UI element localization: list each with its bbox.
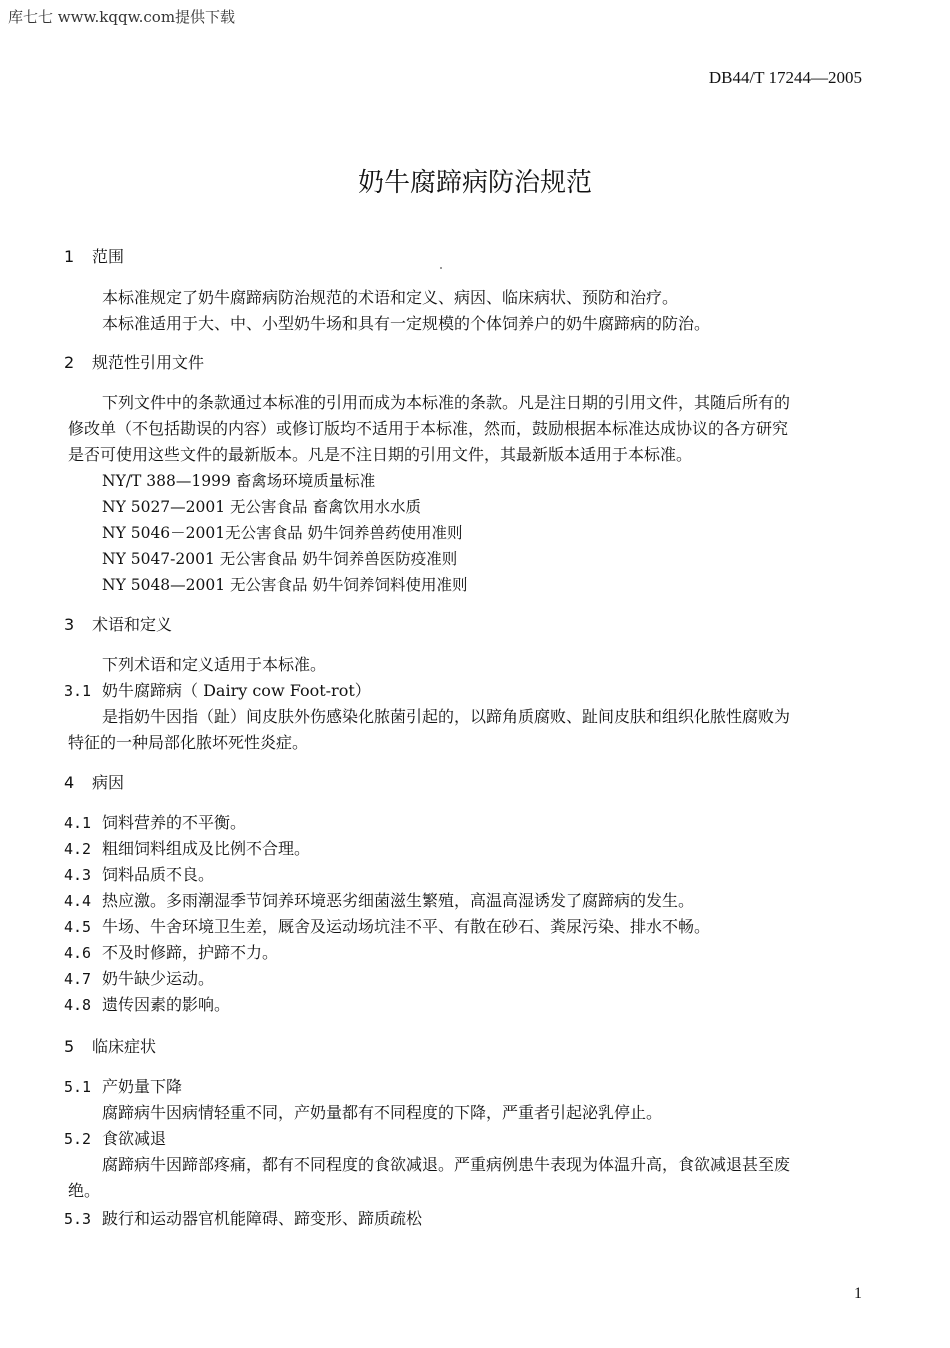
subsection-number: 5.3: [64, 1210, 92, 1228]
item-number: 4.8: [64, 996, 92, 1014]
subsection-number: 5.2: [64, 1130, 92, 1148]
document-number: DB44/T 17244—2005: [708, 68, 862, 87]
item-number: 4.7: [64, 970, 92, 988]
section-number: 2: [64, 353, 75, 372]
paragraph: 本标准规定了奶牛腐蹄病防治规范的术语和定义、病因、临床病状、预防和治疗。: [102, 288, 679, 307]
subsection-title: 跛行和运动器官机能障碍、蹄变形、蹄质疏松: [102, 1209, 423, 1228]
list-item: [64, 966, 214, 992]
paragraph-line: 是否可使用这些文件的最新版本。凡是不注日期的引用文件，其最新版本适用于本标准。: [68, 445, 693, 464]
paragraph-line: 腐蹄病牛因蹄部疼痛，都有不同程度的食欲减退。严重病例患牛表现为体温升高，食欲减退甚至废: [102, 1155, 791, 1174]
subsection-5-1: [64, 1074, 182, 1100]
section-2-heading: [64, 350, 204, 376]
watermark: 库七七 www.kqqw.com提供下载: [8, 8, 236, 26]
reference-item: NY 5027—2001 无公害食品 畜禽饮用水水质: [102, 498, 421, 516]
section-number: 4: [64, 773, 75, 792]
definition-line: 特征的一种局部化脓坏死性炎症。: [68, 733, 309, 752]
list-item: [64, 992, 230, 1018]
paragraph-line: 绝。: [68, 1181, 101, 1200]
item-text: 热应激。多雨潮湿季节饲养环境恶劣细菌滋生繁殖，高温高湿诱发了腐蹄病的发生。: [102, 891, 695, 910]
paragraph: 本标准适用于大、中、小型奶牛场和具有一定规模的个体饲养户的奶牛腐蹄病的防治。: [102, 314, 711, 333]
section-number: 3: [64, 615, 75, 634]
page-title: 奶牛腐蹄病防治规范: [357, 168, 592, 198]
item-text: 粗细饲料组成及比例不合理。: [102, 839, 311, 858]
section-title: 术语和定义: [92, 615, 173, 634]
list-item: [64, 836, 310, 862]
reference-item: NY/T 388—1999 畜禽场环境质量标准: [102, 472, 376, 490]
section-3-heading: [64, 612, 172, 638]
definition-line: 是指奶牛因指（趾）间皮肤外伤感染化脓菌引起的，以蹄角质腐败、趾间皮肤和组织化脓性腐败为: [102, 707, 791, 726]
reference-item: NY 5046－2001无公害食品 奶牛饲养兽药使用准则: [102, 524, 463, 542]
paragraph-line: 修改单（不包括勘误的内容）或修订版均不适用于本标准，然而，鼓励根据本标准达成协议的各方研究: [68, 419, 789, 438]
section-title: 范围: [92, 247, 125, 266]
item-number: 4.5: [64, 918, 92, 936]
subsection-number: 5.1: [64, 1078, 92, 1096]
reference-item: NY 5048—2001 无公害食品 奶牛饲养饲料使用准则: [102, 576, 468, 594]
subsection-title: 产奶量下降: [102, 1077, 183, 1096]
item-text: 遗传因素的影响。: [102, 995, 231, 1014]
list-item: [64, 810, 246, 836]
reference-item: NY 5047-2001 无公害食品 奶牛饲养兽医防疫准则: [102, 550, 458, 568]
section-number: 5: [64, 1037, 75, 1056]
item-number: 4.3: [64, 866, 92, 884]
item-text: 奶牛缺少运动。: [102, 969, 215, 988]
item-text: 牛场、牛舍环境卫生差，厩舍及运动场坑洼不平、有散在砂石、粪尿污染、排水不畅。: [102, 917, 711, 936]
section-1-heading: [64, 244, 124, 270]
item-number: 4.2: [64, 840, 92, 858]
item-text: 饲料品质不良。: [102, 865, 215, 884]
subsection-title: 食欲减退: [102, 1129, 167, 1148]
subsection-5-3: [64, 1206, 422, 1232]
section-number: 1: [64, 247, 75, 266]
item-text: 不及时修蹄，护蹄不力。: [102, 943, 279, 962]
list-item: [64, 862, 214, 888]
item-number: 4.6: [64, 944, 92, 962]
list-item: [64, 940, 278, 966]
list-item: [64, 888, 694, 914]
paragraph-line: 下列文件中的条款通过本标准的引用而成为本标准的条款。凡是注日期的引用文件，其随后所有的: [102, 393, 791, 412]
section-title: 规范性引用文件: [92, 353, 205, 372]
paragraph: 腐蹄病牛因病情轻重不同，产奶量都有不同程度的下降，严重者引起泌乳停止。: [102, 1103, 663, 1122]
paragraph: 下列术语和定义适用于本标准。: [102, 655, 327, 674]
section-5-heading: [64, 1034, 156, 1060]
item-number: 4.4: [64, 892, 92, 910]
scan-speck: [440, 267, 442, 269]
section-title: 病因: [92, 773, 125, 792]
subsection-number: 3.1: [64, 682, 92, 700]
list-item: [64, 914, 710, 940]
item-text: 饲料营养的不平衡。: [102, 813, 247, 832]
subsection-5-2: [64, 1126, 166, 1152]
section-title: 临床症状: [92, 1037, 157, 1056]
subsection-3-1: [64, 678, 371, 704]
subsection-title: 奶牛腐蹄病（ Dairy cow Foot-rot）: [102, 681, 371, 700]
item-number: 4.1: [64, 814, 92, 832]
section-4-heading: [64, 770, 124, 796]
page-number: 1: [854, 1285, 862, 1302]
